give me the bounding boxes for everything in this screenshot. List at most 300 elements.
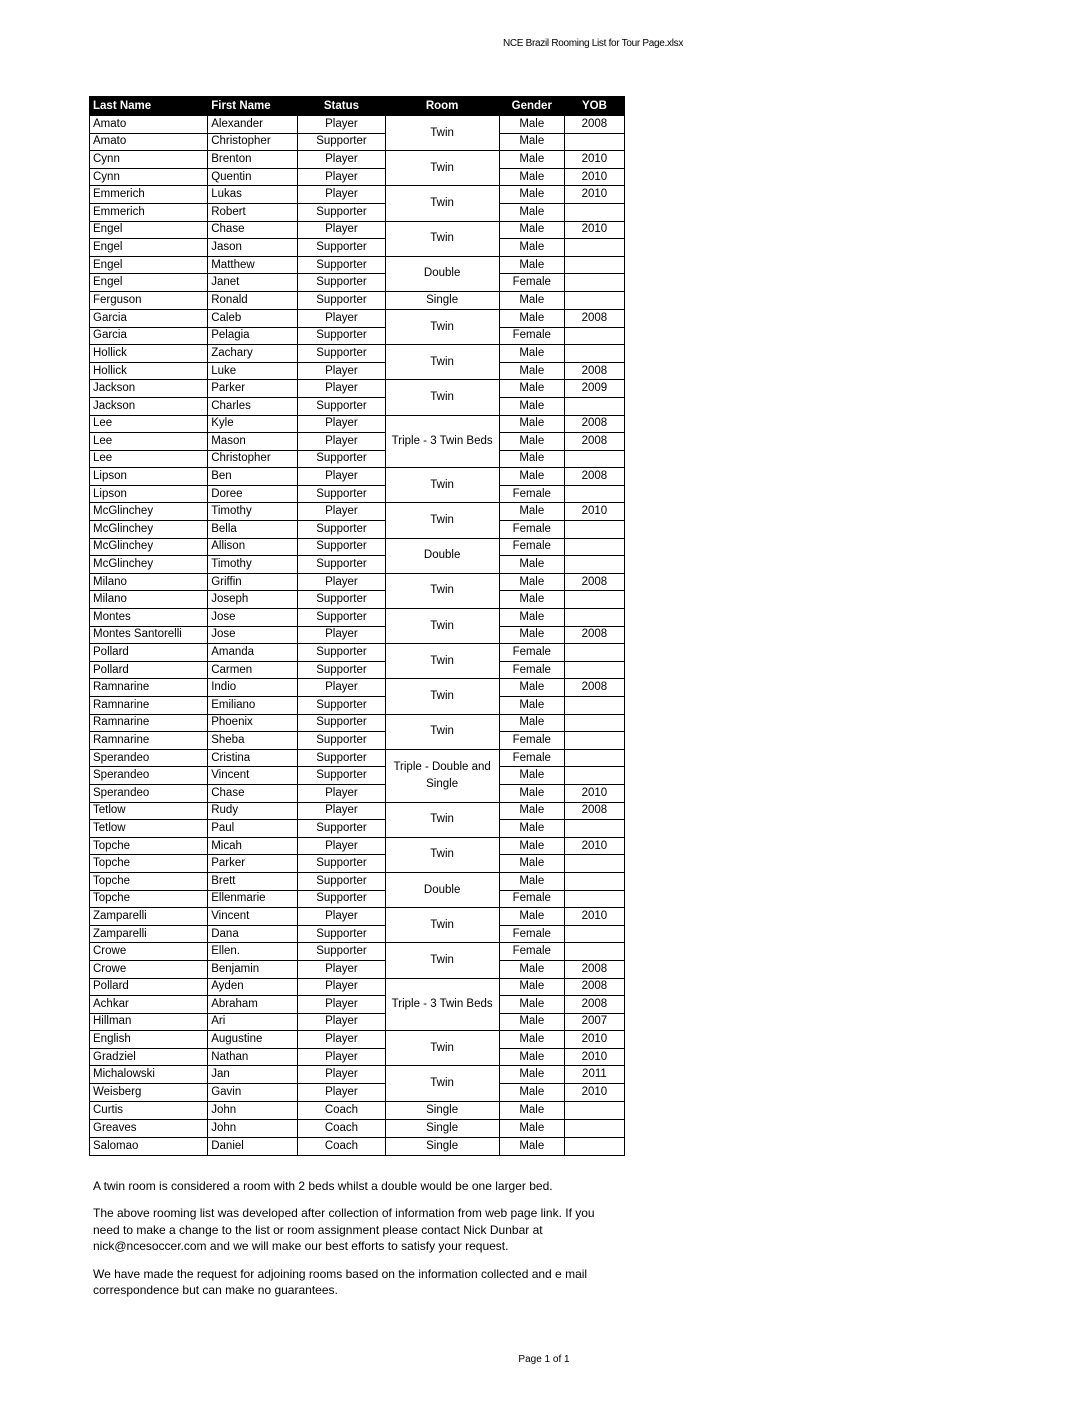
cell-first-name: Augustine xyxy=(208,1031,298,1049)
table-row xyxy=(90,802,625,820)
cell-gender: Male xyxy=(499,1066,564,1084)
table-row xyxy=(90,697,625,715)
cell-room: Twin xyxy=(385,151,499,186)
cell-last-name: Hollick xyxy=(90,362,208,380)
col-header-yob: YOB xyxy=(564,97,624,116)
cell-status: Player xyxy=(298,1048,385,1066)
note-adjoining-rooms: We have made the request for adjoining rooms based on the information collected and e mail correspondence but can make no guarantees. xyxy=(93,1266,588,1298)
cell-first-name: Matthew xyxy=(208,256,298,274)
cell-status: Player xyxy=(298,503,385,521)
cell-gender: Male xyxy=(499,151,564,169)
table-row xyxy=(90,1119,625,1137)
cell-first-name: Allison xyxy=(208,538,298,556)
cell-yob: 2011 xyxy=(564,1066,624,1084)
cell-first-name: Abraham xyxy=(208,996,298,1014)
cell-status: Supporter xyxy=(298,133,385,151)
cell-yob xyxy=(564,591,624,609)
cell-status: Supporter xyxy=(298,345,385,363)
cell-first-name: Chase xyxy=(208,784,298,802)
cell-last-name: Pollard xyxy=(90,661,208,679)
cell-gender: Male xyxy=(499,908,564,926)
cell-status: Player xyxy=(298,573,385,591)
cell-last-name: Pollard xyxy=(90,644,208,662)
table-row xyxy=(90,978,625,996)
cell-gender: Male xyxy=(499,714,564,732)
cell-first-name: Quentin xyxy=(208,168,298,186)
cell-yob xyxy=(564,274,624,292)
cell-yob xyxy=(564,521,624,539)
cell-status: Player xyxy=(298,1084,385,1102)
cell-yob xyxy=(564,450,624,468)
cell-status: Supporter xyxy=(298,274,385,292)
cell-yob: 2010 xyxy=(564,784,624,802)
cell-last-name: Hollick xyxy=(90,345,208,363)
cell-gender: Male xyxy=(499,679,564,697)
page-number: Page 1 of 1 xyxy=(518,1354,570,1365)
cell-first-name: Ronald xyxy=(208,291,298,309)
cell-gender: Female xyxy=(499,732,564,750)
table-row xyxy=(90,591,625,609)
cell-yob xyxy=(564,749,624,767)
table-row xyxy=(90,714,625,732)
cell-room: Single xyxy=(385,291,499,309)
cell-status: Player xyxy=(298,996,385,1014)
cell-yob: 2010 xyxy=(564,186,624,204)
cell-last-name: Lipson xyxy=(90,468,208,486)
cell-status: Supporter xyxy=(298,872,385,890)
table-row xyxy=(90,239,625,257)
table-row xyxy=(90,116,625,134)
cell-gender: Male xyxy=(499,978,564,996)
cell-room: Triple - Double and Single xyxy=(385,749,499,802)
cell-yob xyxy=(564,872,624,890)
cell-yob: 2010 xyxy=(564,1031,624,1049)
cell-status: Player xyxy=(298,116,385,134)
cell-gender: Female xyxy=(499,538,564,556)
cell-last-name: Tetlow xyxy=(90,802,208,820)
cell-yob: 2008 xyxy=(564,433,624,451)
table-row xyxy=(90,890,625,908)
cell-first-name: Mason xyxy=(208,433,298,451)
table-row xyxy=(90,151,625,169)
cell-gender: Male xyxy=(499,397,564,415)
cell-status: Supporter xyxy=(298,609,385,627)
cell-gender: Male xyxy=(499,820,564,838)
table-row xyxy=(90,327,625,345)
cell-status: Coach xyxy=(298,1119,385,1137)
cell-yob: 2008 xyxy=(564,116,624,134)
table-row xyxy=(90,573,625,591)
notes xyxy=(93,1178,623,1309)
cell-status: Player xyxy=(298,802,385,820)
cell-last-name: Emmerich xyxy=(90,186,208,204)
cell-last-name: Gradziel xyxy=(90,1048,208,1066)
cell-last-name: Montes Santorelli xyxy=(90,626,208,644)
cell-room: Single xyxy=(385,1137,499,1155)
cell-first-name: Parker xyxy=(208,855,298,873)
cell-first-name: John xyxy=(208,1101,298,1119)
cell-room: Twin xyxy=(385,503,499,538)
table-row xyxy=(90,837,625,855)
cell-yob xyxy=(564,538,624,556)
cell-last-name: Garcia xyxy=(90,309,208,327)
cell-first-name: Amanda xyxy=(208,644,298,662)
cell-status: Supporter xyxy=(298,485,385,503)
cell-yob xyxy=(564,732,624,750)
cell-gender: Male xyxy=(499,609,564,627)
cell-first-name: Jose xyxy=(208,626,298,644)
cell-first-name: Jason xyxy=(208,239,298,257)
cell-first-name: Daniel xyxy=(208,1137,298,1155)
note-twin-definition: A twin room is considered a room with 2 beds whilst a double would be one larger bed. xyxy=(93,1179,553,1193)
cell-status: Supporter xyxy=(298,714,385,732)
table-row xyxy=(90,468,625,486)
cell-yob xyxy=(564,943,624,961)
cell-last-name: McGlinchey xyxy=(90,538,208,556)
cell-first-name: Ellenmarie xyxy=(208,890,298,908)
cell-first-name: Ben xyxy=(208,468,298,486)
cell-first-name: Rudy xyxy=(208,802,298,820)
cell-gender: Male xyxy=(499,855,564,873)
cell-room: Twin xyxy=(385,609,499,644)
cell-gender: Female xyxy=(499,644,564,662)
cell-status: Player xyxy=(298,626,385,644)
cell-first-name: Caleb xyxy=(208,309,298,327)
cell-yob: 2008 xyxy=(564,679,624,697)
cell-first-name: Jose xyxy=(208,609,298,627)
cell-gender: Male xyxy=(499,468,564,486)
cell-first-name: Christopher xyxy=(208,450,298,468)
cell-first-name: Doree xyxy=(208,485,298,503)
cell-last-name: Sperandeo xyxy=(90,784,208,802)
table-row xyxy=(90,168,625,186)
cell-first-name: Micah xyxy=(208,837,298,855)
table-row xyxy=(90,820,625,838)
cell-gender: Male xyxy=(499,697,564,715)
col-header-first-name: First Name xyxy=(208,97,298,116)
cell-last-name: Garcia xyxy=(90,327,208,345)
cell-room: Twin xyxy=(385,468,499,503)
cell-first-name: Lukas xyxy=(208,186,298,204)
cell-last-name: Milano xyxy=(90,591,208,609)
table-row xyxy=(90,943,625,961)
cell-first-name: Carmen xyxy=(208,661,298,679)
cell-yob xyxy=(564,239,624,257)
table-row xyxy=(90,538,625,556)
cell-yob xyxy=(564,556,624,574)
cell-last-name: Montes xyxy=(90,609,208,627)
cell-first-name: Robert xyxy=(208,203,298,221)
col-header-gender: Gender xyxy=(499,97,564,116)
cell-gender: Male xyxy=(499,1119,564,1137)
cell-yob xyxy=(564,291,624,309)
cell-yob: 2008 xyxy=(564,626,624,644)
cell-gender: Male xyxy=(499,1137,564,1155)
table-row xyxy=(90,767,625,785)
cell-gender: Female xyxy=(499,661,564,679)
table-row xyxy=(90,291,625,309)
cell-gender: Male xyxy=(499,362,564,380)
table-row xyxy=(90,556,625,574)
table-row xyxy=(90,908,625,926)
cell-gender: Male xyxy=(499,626,564,644)
cell-last-name: Ferguson xyxy=(90,291,208,309)
col-header-room: Room xyxy=(385,97,499,116)
cell-first-name: Griffin xyxy=(208,573,298,591)
cell-last-name: Salomao xyxy=(90,1137,208,1155)
cell-room: Single xyxy=(385,1119,499,1137)
cell-last-name: Ramnarine xyxy=(90,714,208,732)
cell-status: Supporter xyxy=(298,538,385,556)
cell-last-name: Lee xyxy=(90,415,208,433)
cell-last-name: Topche xyxy=(90,890,208,908)
cell-status: Supporter xyxy=(298,820,385,838)
cell-yob xyxy=(564,1137,624,1155)
rooming-table xyxy=(89,96,625,1156)
cell-last-name: McGlinchey xyxy=(90,521,208,539)
cell-yob: 2007 xyxy=(564,1013,624,1031)
cell-gender: Male xyxy=(499,837,564,855)
cell-yob: 2010 xyxy=(564,908,624,926)
cell-status: Player xyxy=(298,1031,385,1049)
cell-yob xyxy=(564,397,624,415)
cell-yob: 2008 xyxy=(564,960,624,978)
cell-first-name: Paul xyxy=(208,820,298,838)
table-row xyxy=(90,1137,625,1155)
cell-last-name: Amato xyxy=(90,116,208,134)
table-row xyxy=(90,186,625,204)
cell-room: Twin xyxy=(385,186,499,221)
table-row xyxy=(90,521,625,539)
cell-first-name: Dana xyxy=(208,925,298,943)
cell-last-name: Achkar xyxy=(90,996,208,1014)
cell-gender: Male xyxy=(499,591,564,609)
cell-last-name: Greaves xyxy=(90,1119,208,1137)
cell-room: Twin xyxy=(385,221,499,256)
table-row xyxy=(90,996,625,1014)
cell-first-name: Nathan xyxy=(208,1048,298,1066)
table-body xyxy=(90,116,625,1156)
table-row xyxy=(90,221,625,239)
cell-last-name: Engel xyxy=(90,239,208,257)
cell-room: Twin xyxy=(385,679,499,714)
cell-gender: Male xyxy=(499,767,564,785)
cell-first-name: Kyle xyxy=(208,415,298,433)
cell-yob: 2010 xyxy=(564,1084,624,1102)
cell-room: Twin xyxy=(385,573,499,608)
cell-status: Player xyxy=(298,168,385,186)
cell-status: Supporter xyxy=(298,397,385,415)
cell-gender: Male xyxy=(499,802,564,820)
table-row xyxy=(90,872,625,890)
cell-gender: Male xyxy=(499,1013,564,1031)
cell-gender: Male xyxy=(499,960,564,978)
cell-first-name: Phoenix xyxy=(208,714,298,732)
cell-status: Supporter xyxy=(298,749,385,767)
cell-last-name: McGlinchey xyxy=(90,556,208,574)
cell-last-name: Topche xyxy=(90,855,208,873)
cell-status: Supporter xyxy=(298,291,385,309)
table-row xyxy=(90,784,625,802)
cell-gender: Male xyxy=(499,380,564,398)
cell-yob xyxy=(564,890,624,908)
cell-room: Double xyxy=(385,872,499,907)
table-row xyxy=(90,274,625,292)
cell-status: Player xyxy=(298,1013,385,1031)
cell-gender: Male xyxy=(499,239,564,257)
cell-yob xyxy=(564,327,624,345)
cell-last-name: Engel xyxy=(90,221,208,239)
cell-status: Player xyxy=(298,151,385,169)
cell-first-name: Janet xyxy=(208,274,298,292)
cell-status: Supporter xyxy=(298,203,385,221)
cell-status: Player xyxy=(298,960,385,978)
cell-last-name: Engel xyxy=(90,256,208,274)
cell-status: Player xyxy=(298,309,385,327)
cell-gender: Male xyxy=(499,450,564,468)
cell-first-name: Emiliano xyxy=(208,697,298,715)
cell-room: Double xyxy=(385,538,499,573)
table-row xyxy=(90,960,625,978)
cell-first-name: Parker xyxy=(208,380,298,398)
cell-gender: Male xyxy=(499,203,564,221)
cell-yob xyxy=(564,767,624,785)
cell-gender: Male xyxy=(499,433,564,451)
cell-gender: Female xyxy=(499,274,564,292)
cell-yob: 2008 xyxy=(564,573,624,591)
cell-status: Supporter xyxy=(298,556,385,574)
cell-status: Player xyxy=(298,837,385,855)
cell-gender: Male xyxy=(499,784,564,802)
cell-last-name: Tetlow xyxy=(90,820,208,838)
cell-status: Player xyxy=(298,679,385,697)
table-row xyxy=(90,415,625,433)
cell-last-name: Emmerich xyxy=(90,203,208,221)
cell-yob xyxy=(564,609,624,627)
cell-yob: 2008 xyxy=(564,802,624,820)
cell-last-name: Jackson xyxy=(90,380,208,398)
cell-status: Supporter xyxy=(298,767,385,785)
cell-room: Twin xyxy=(385,908,499,943)
cell-yob: 2008 xyxy=(564,996,624,1014)
cell-status: Coach xyxy=(298,1101,385,1119)
cell-status: Player xyxy=(298,784,385,802)
cell-room: Twin xyxy=(385,380,499,415)
cell-yob: 2009 xyxy=(564,380,624,398)
cell-first-name: John xyxy=(208,1119,298,1137)
table-row xyxy=(90,1013,625,1031)
cell-yob: 2008 xyxy=(564,309,624,327)
cell-yob xyxy=(564,661,624,679)
cell-status: Supporter xyxy=(298,327,385,345)
cell-last-name: Weisberg xyxy=(90,1084,208,1102)
cell-yob: 2010 xyxy=(564,151,624,169)
cell-room: Twin xyxy=(385,714,499,749)
cell-first-name: Christopher xyxy=(208,133,298,151)
cell-first-name: Vincent xyxy=(208,767,298,785)
cell-gender: Male xyxy=(499,345,564,363)
cell-gender: Female xyxy=(499,890,564,908)
cell-first-name: Joseph xyxy=(208,591,298,609)
cell-last-name: Zamparelli xyxy=(90,925,208,943)
cell-last-name: Hillman xyxy=(90,1013,208,1031)
cell-last-name: Curtis xyxy=(90,1101,208,1119)
cell-last-name: Pollard xyxy=(90,978,208,996)
table-row xyxy=(90,1084,625,1102)
col-header-status: Status xyxy=(298,97,385,116)
cell-status: Supporter xyxy=(298,239,385,257)
cell-yob: 2008 xyxy=(564,362,624,380)
cell-first-name: Gavin xyxy=(208,1084,298,1102)
col-header-last-name: Last Name xyxy=(90,97,208,116)
cell-gender: Female xyxy=(499,521,564,539)
note-contact: The above rooming list was developed after collection of information from web page link. If you need to make a change to the list or room assignment please contact Nick Dunbar at nick@ncesoccer.com and we will make our best efforts to satisfy your request. xyxy=(93,1206,595,1254)
cell-last-name: Topche xyxy=(90,837,208,855)
cell-yob xyxy=(564,644,624,662)
table-row xyxy=(90,397,625,415)
cell-room: Twin xyxy=(385,837,499,872)
cell-first-name: Vincent xyxy=(208,908,298,926)
cell-last-name: Zamparelli xyxy=(90,908,208,926)
cell-yob: 2010 xyxy=(564,837,624,855)
cell-first-name: Timothy xyxy=(208,503,298,521)
cell-last-name: Cynn xyxy=(90,168,208,186)
table-row xyxy=(90,433,625,451)
cell-gender: Male xyxy=(499,872,564,890)
table-row xyxy=(90,644,625,662)
cell-status: Coach xyxy=(298,1137,385,1155)
table-row xyxy=(90,1066,625,1084)
cell-last-name: Crowe xyxy=(90,943,208,961)
cell-status: Supporter xyxy=(298,644,385,662)
cell-status: Supporter xyxy=(298,855,385,873)
cell-gender: Female xyxy=(499,485,564,503)
cell-room: Double xyxy=(385,256,499,291)
cell-first-name: Ari xyxy=(208,1013,298,1031)
cell-gender: Female xyxy=(499,925,564,943)
cell-yob xyxy=(564,925,624,943)
cell-status: Supporter xyxy=(298,450,385,468)
cell-gender: Female xyxy=(499,943,564,961)
cell-gender: Male xyxy=(499,1048,564,1066)
cell-status: Player xyxy=(298,221,385,239)
cell-status: Player xyxy=(298,380,385,398)
table-row xyxy=(90,503,625,521)
cell-last-name: Lipson xyxy=(90,485,208,503)
cell-first-name: Alexander xyxy=(208,116,298,134)
cell-yob xyxy=(564,256,624,274)
table-header xyxy=(90,97,625,116)
table-row xyxy=(90,749,625,767)
cell-gender: Male xyxy=(499,291,564,309)
cell-last-name: Lee xyxy=(90,433,208,451)
cell-room: Triple - 3 Twin Beds xyxy=(385,978,499,1031)
cell-last-name: Milano xyxy=(90,573,208,591)
cell-yob: 2008 xyxy=(564,978,624,996)
cell-status: Supporter xyxy=(298,697,385,715)
cell-status: Supporter xyxy=(298,661,385,679)
cell-gender: Male xyxy=(499,1031,564,1049)
cell-first-name: Timothy xyxy=(208,556,298,574)
cell-last-name: Topche xyxy=(90,872,208,890)
cell-status: Player xyxy=(298,415,385,433)
cell-room: Twin xyxy=(385,345,499,380)
cell-status: Player xyxy=(298,468,385,486)
cell-first-name: Benjamin xyxy=(208,960,298,978)
cell-yob: 2010 xyxy=(564,503,624,521)
table-row xyxy=(90,1031,625,1049)
cell-last-name: Crowe xyxy=(90,960,208,978)
